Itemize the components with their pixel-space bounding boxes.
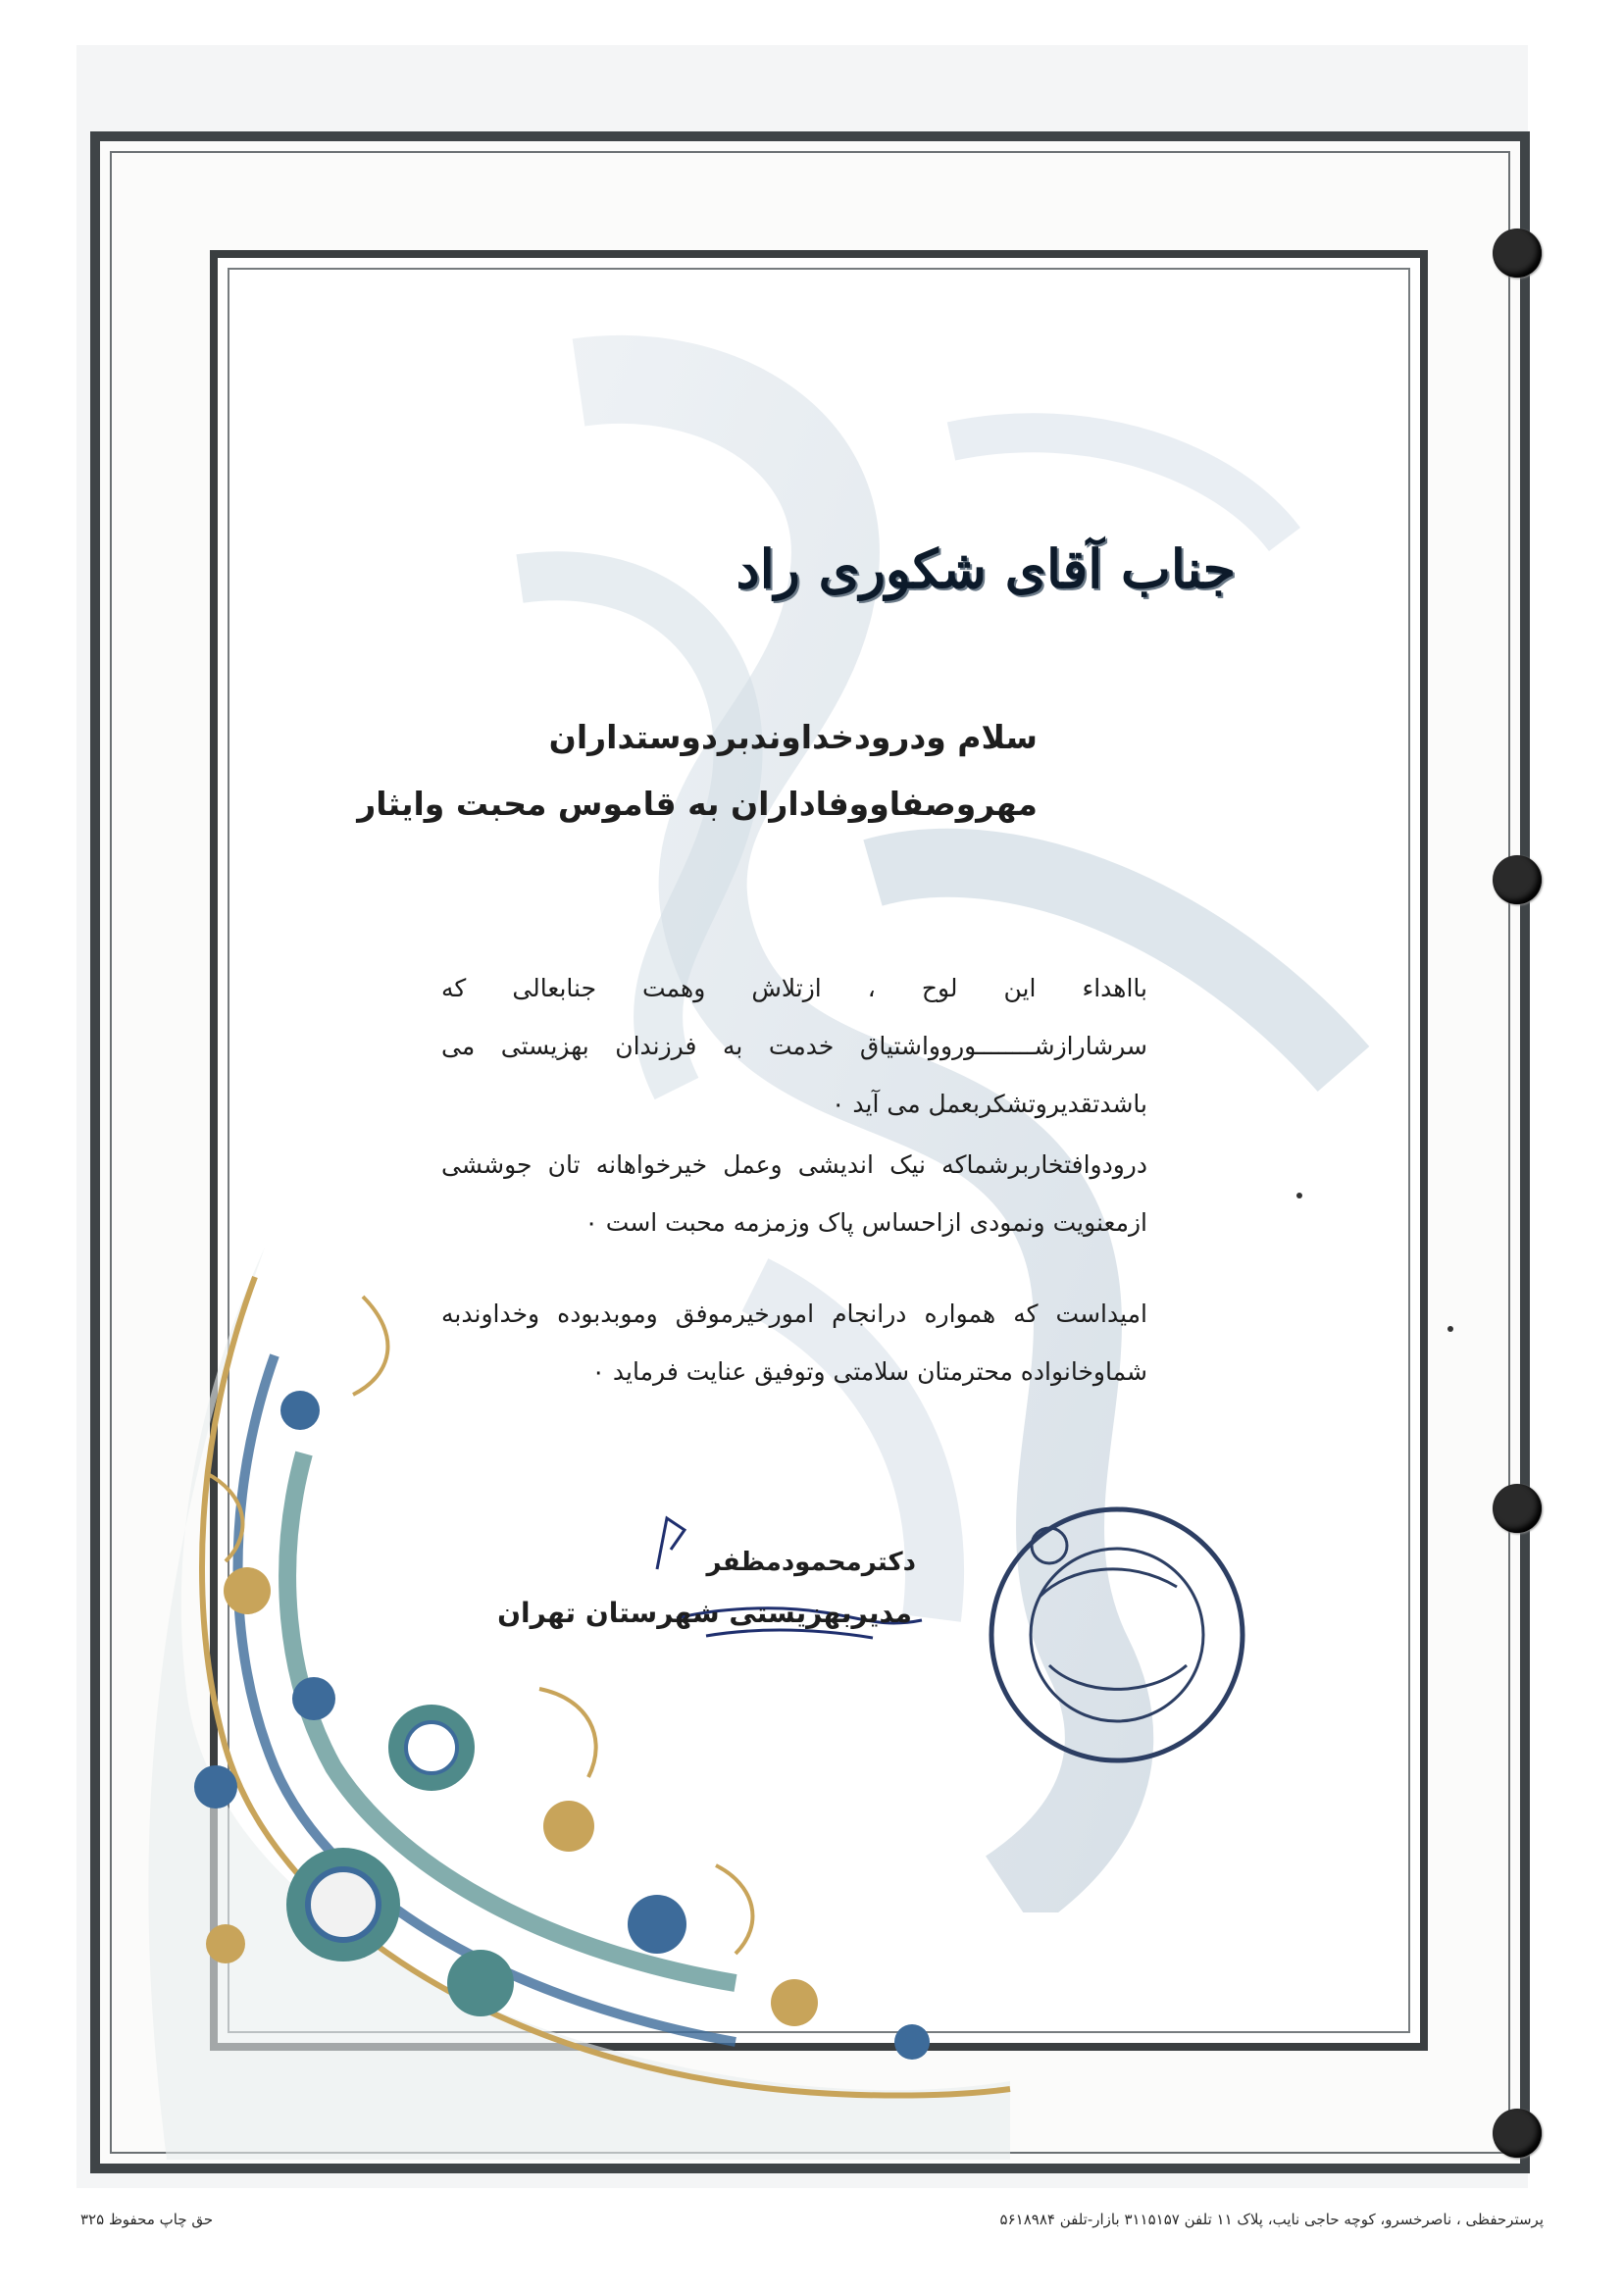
signatory-title: مدیربهزیستی شهرستان تهران	[497, 1597, 912, 1629]
binder-hole-2	[1493, 855, 1542, 904]
body-paragraph-2: درودوافتخاربرشماکه نیک اندیشی وعمل خیرخواهانه تان جوششی ازمعنویت ونمودی ازاحساس پاک وزمزمه محبت است ۰	[441, 1150, 1147, 1237]
body-paragraph-3: امیداست که همواره درانجام امورخیرموفق وموبدبوده وخداوندبه شماوخانواده محترمتان سلامتی وتوفیق عنایت فرماید ۰	[441, 1299, 1147, 1386]
speck	[1296, 1193, 1302, 1198]
greeting-line-1: سلام ودرودخداوندبردوستداران	[548, 718, 1038, 756]
recipient-name: جناب آقای شکوری راد	[736, 537, 1236, 600]
signatory-name: دکترمحمودمظفر	[706, 1548, 916, 1577]
body-paragraph-1: بااهداء این لوح ، ازتلاش وهمت جنابعالی که سرشارازشــــــــوروواشتیاق خدمت به فرزندان بهزیستی می باشدتقدیروتشکربعمل می آید ۰	[441, 974, 1147, 1118]
greeting-line-2: مهروصفاووفاداران به قاموس محبت وایثار	[357, 785, 1038, 823]
footer-copyright: حق چاپ محفوظ ۳۲۵	[80, 2211, 214, 2228]
speck	[1447, 1326, 1453, 1332]
binder-hole-4	[1493, 2109, 1542, 2158]
footer-printer-address: پرسترحفظی ، ناصرخسرو، کوچه حاجی نایب، پلاک ۱۱ تلفن ۳۱۱۵۱۵۷ بازار-تلفن ۵۶۱۸۹۸۴	[999, 2211, 1544, 2228]
binder-hole-1	[1493, 229, 1542, 278]
floral-ornament-corner	[108, 1238, 1030, 2160]
binder-hole-3	[1493, 1484, 1542, 1533]
